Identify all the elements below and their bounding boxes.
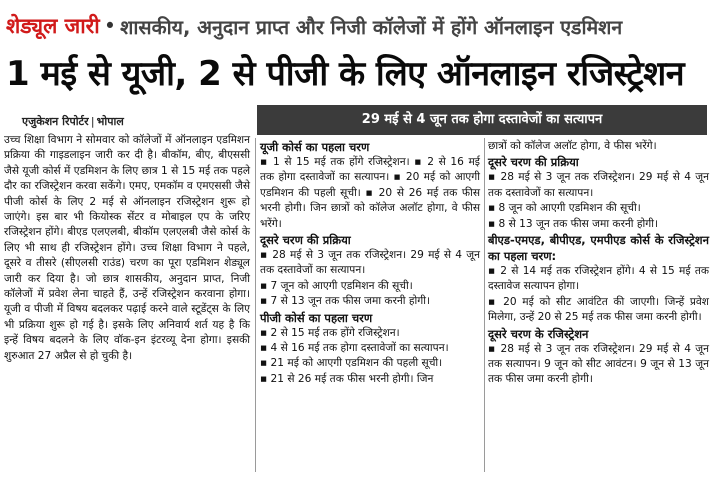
headline: 1 मई से यूजी, 2 से पीजी के लिए ऑनलाइन रजिस्ट्रेशन: [6, 54, 685, 94]
bed-second-phase-text: ▪ 28 मई से 3 जून तक रजिस्ट्रेशन। 29 मई से 4 जून तक सत्यापन। 9 जून को सीट आवंटन। 9 जून से 13 जून तक फीस जमा करनी होगी।: [488, 342, 709, 386]
pg-fee-continued: छात्रों को कॉलेज अलॉट होगा, वे फीस भरेंगे।: [488, 140, 657, 152]
column-divider: [484, 138, 485, 472]
bed-first-phase-registration: ▪ 2 से 14 मई तक रजिस्ट्रेशन होंगे। 4 से 15 मई तक दस्तावेज सत्यापन होगा।: [488, 265, 709, 293]
kicker-label: शेड्यूल जारी: [6, 14, 100, 38]
ug-second-phase-heading: दूसरे चरण की प्रक्रिया: [260, 233, 351, 248]
byline-city: भोपाल: [96, 115, 124, 128]
pg-second-phase-heading: दूसरे चरण की प्रक्रिया: [488, 155, 579, 170]
pg-first-phase-registration: ▪ 2 से 15 मई तक होंगे रजिस्ट्रेशन।: [260, 326, 400, 339]
ug-first-phase-text: ▪ 1 से 15 मई तक होंगे रजिस्ट्रेशन। ▪ 2 से 16 मई तक होगा दस्तावेजों का सत्यापन। ▪ 20 मई को आएगी एडमिशन की पहली सूची। ▪ 20 से 26 मई तक फीस भरनी होगी। जिन छात्रों को कॉलेज अलॉट होगा, वे फीस भरेंगे।: [260, 156, 480, 230]
bed-first-phase-seat: ▪ 20 मई को सीट आवंटित की जाएगी। जिन्हें प्रवेश मिलेगा, उन्हें 20 से 25 मई तक फीस जमा करनी होगी।: [488, 295, 709, 324]
kicker: [6, 6, 706, 46]
dates-banner: 29 मई से 4 जून तक होगा दस्तावेजों का सत्यापन: [257, 105, 707, 135]
bed-first-phase-heading: बीएड-एमएड, बीपीएड, एमपीएड कोर्स के रजिस्ट्रेशन का पहला चरण:: [488, 233, 709, 264]
article-column-1: [4, 133, 250, 364]
byline: [22, 114, 124, 129]
pg-first-phase-heading: पीजी कोर्स का पहला चरण: [260, 310, 373, 325]
pg-first-phase-verification: ▪ 4 से 16 मई तक होगा दस्तावेजों का सत्यापन।: [260, 342, 449, 355]
pg-second-phase-fee: ▪ 8 से 13 जून तक फीस जमा करनी होगी।: [488, 217, 658, 230]
byline-bureau: एजुकेशन रिपोर्टर: [22, 115, 89, 128]
article-column-2: [260, 139, 480, 387]
article-column-3: [488, 139, 709, 388]
ug-second-phase-text: ▪ 28 मई से 3 जून तक रजिस्ट्रेशन। 29 मई से 4 जून तक दस्तावेजों का सत्यापन।: [260, 249, 480, 277]
column-divider: [255, 138, 256, 472]
ug-second-phase-fee: ▪ 7 से 13 जून तक फीस जमा करनी होगी।: [260, 295, 430, 308]
byline-separator: |: [90, 115, 95, 128]
pg-first-phase-fee: ▪ 21 से 26 मई तक फीस भरनी होगी। जिन: [260, 372, 434, 385]
article-body: उच्च शिक्षा विभाग ने सोमवार को कॉलेजों में ऑनलाइन एडमिशन प्रक्रिया की गाइडलाइन जारी कर दी है। बीकॉम, बीए, बीएससी जैसे यूजी कोर्स में एडमिशन के लिए छात्र 1 से 15 मई तक पहले दौर का रजिस्ट्रेशन करवा सकेंगे। एमए, एमकॉम व एमएससी जैसे पीजी कोर्स के लिए 2 मई से ऑनलाइन रजिस्ट्रेशन शुरू हो जाएंगे। इस बार भी कियोस्क सेंटर व मोबाइल एप के जरिए रजिस्ट्रेशन होंगे। बीएड एलएलबी, बीकॉम एलएलबी जैसे कोर्स के लिए भी साथ ही रजिस्ट्रेशन होंगे। उच्च शिक्षा विभाग ने पहले, दूसरे व तीसरे (सीएलसी राउंड) चरण का पूरा एडमिशन शेड्यूल जारी कर दिया है। जो छात्र शासकीय, अनुदान प्राप्त, निजी कॉलेजों में प्रवेश लेना चाहते हैं, उन्हें रजिस्ट्रेशन करवाना होगा। यूजी व पीजी में विषय बदलकर पढ़ाई करने वाले स्टूडेंट्स के लिए भी प्रक्रिया शुरू हो गई है। इसके लिए अनिवार्य शर्त यह है कि इन्हें विषय बदलने के लिए वॉक-इन इंटरव्यू देना होगा। इसकी शुरुआत 27 अप्रैल से हो चुकी है।: [4, 134, 250, 362]
kicker-text: शासकीय, अनुदान प्राप्त और निजी कॉलेजों में होंगे ऑनलाइन एडमिशन: [120, 15, 623, 39]
pg-second-phase-text: ▪ 28 मई से 3 जून तक रजिस्ट्रेशन। 29 मई से 4 जून तक दस्तावेजों का सत्यापन।: [488, 171, 709, 199]
ug-first-phase-heading: यूजी कोर्स का पहला चरण: [260, 140, 370, 154]
bed-second-phase-heading: दूसरे चरण के रजिस्ट्रेशन: [488, 326, 589, 341]
pg-second-phase-list: ▪ 8 जून को आएगी एडमिशन की सूची।: [488, 202, 641, 215]
pg-first-phase-list: ▪ 21 मई को आएगी एडमिशन की पहली सूची।: [260, 357, 443, 370]
kicker-bullet: •: [103, 14, 117, 38]
ug-second-phase-list: ▪ 7 जून को आएगी एडमिशन की सूची।: [260, 279, 413, 292]
